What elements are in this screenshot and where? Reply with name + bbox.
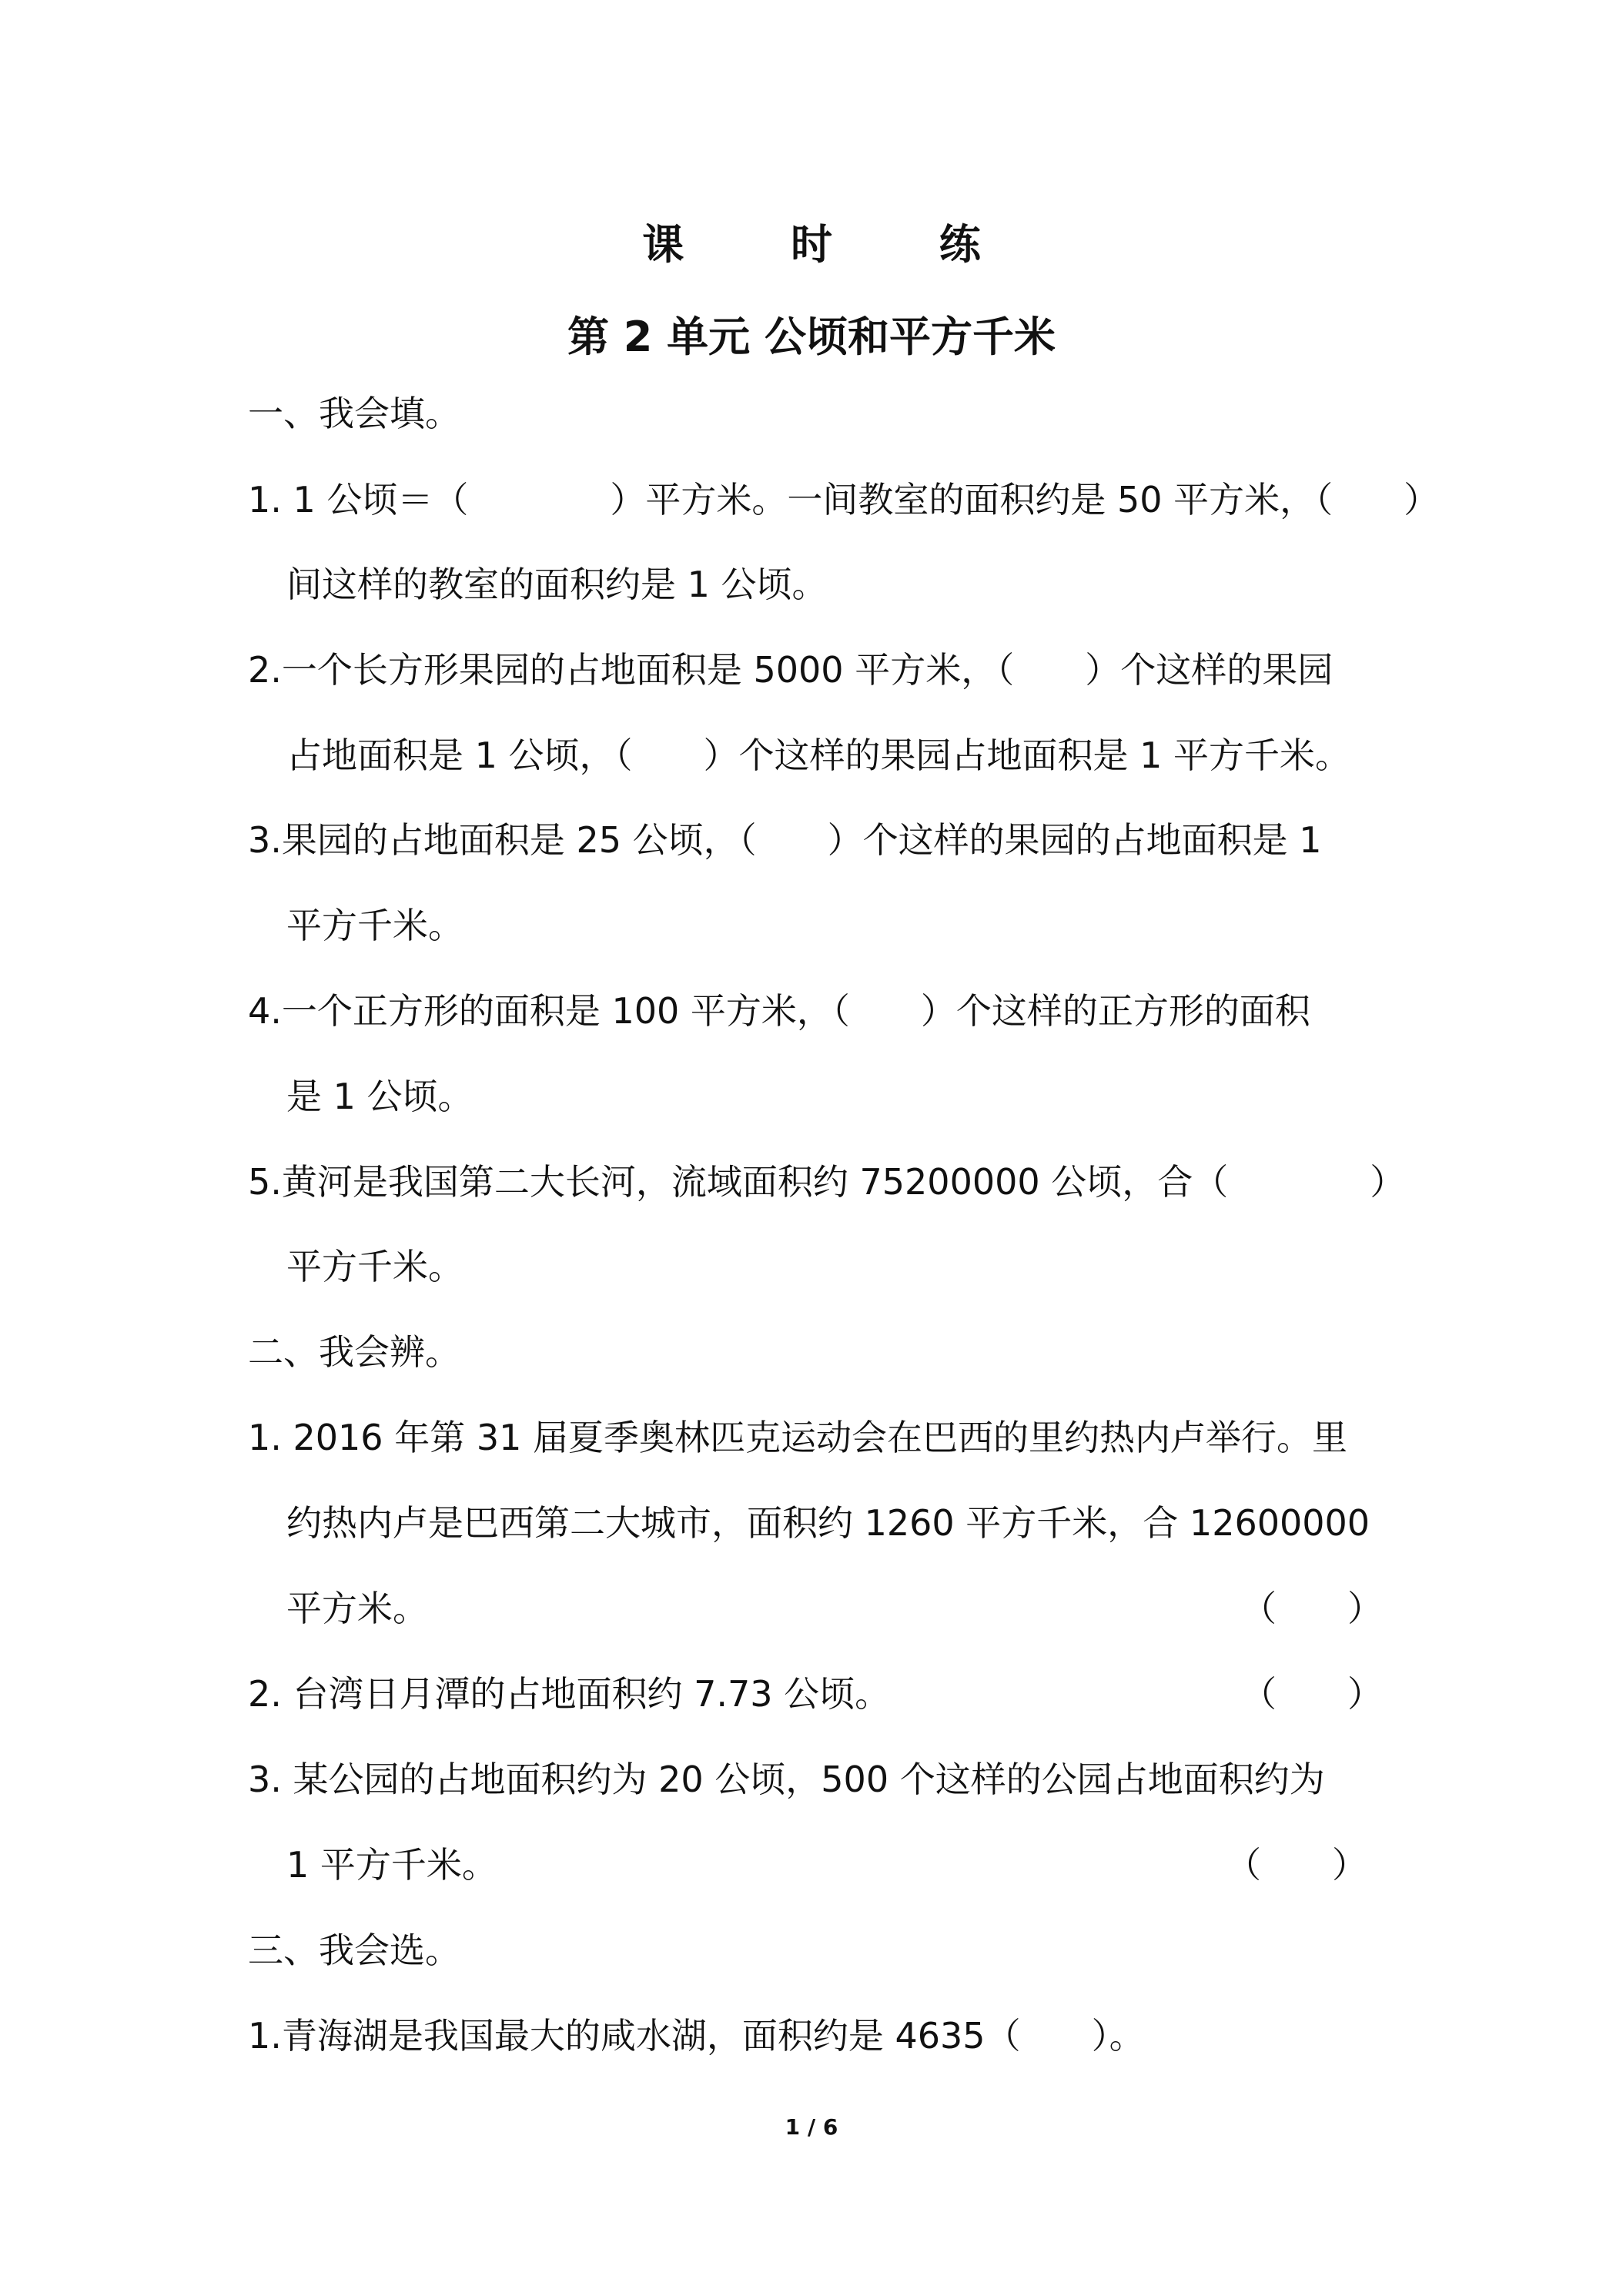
judge-answer-paren-2: （ ） [1241,1673,1383,1715]
section-heading-choose: 三、我会选。 [248,1930,460,1971]
choose-question-1: 1.青海湖是我国最大的咸水湖，面积约是 4635（ ）。 [248,2015,1145,2057]
judge-question-1-line-3: 平方米。 [286,1588,428,1629]
judge-question-3-line-1: 3. 某公园的占地面积约为 20 公顷，500 个这样的公园占地面积约为 [248,1759,1325,1800]
section-heading-fill: 一、我会填。 [248,393,460,434]
judge-question-1-line-2: 约热内卢是巴西第二大城市，面积约 1260 平方千米，合 12600000 [286,1502,1370,1544]
unit-title: 第 2 单元 公顷和平方千米 [567,313,1056,361]
judge-answer-paren-3: （ ） [1226,1844,1367,1886]
judge-question-2: 2. 台湾日月潭的占地面积约 7.73 公顷。 [248,1673,891,1715]
fill-question-1-line-2: 间这样的教室的面积约是 1 公顷。 [286,564,828,605]
page-number: 1 / 6 [785,2114,838,2140]
fill-question-3-line-2: 平方千米。 [286,905,463,946]
judge-answer-paren-1: （ ） [1241,1588,1383,1629]
fill-question-1-line-1: 1. 1 公顷＝（ ）平方米。一间教室的面积约是 50 平方米，（ ） [248,479,1440,520]
judge-question-3-line-2: 1 平方千米。 [286,1844,497,1886]
fill-question-3-line-1: 3.果园的占地面积是 25 公顷，（ ）个这样的果园的占地面积是 1 [248,819,1322,861]
fill-question-4-line-1: 4.一个正方形的面积是 100 平方米，（ ）个这样的正方形的面积 [248,990,1310,1032]
page-title: 课 时 练 [642,220,1027,269]
judge-question-1-line-1: 1. 2016 年第 31 届夏季奥林匹克运动会在巴西的里约热内卢举行。里 [248,1417,1347,1458]
fill-question-5-line-1: 5.黄河是我国第二大长河，流域面积约 75200000 公顷，合（ ） [248,1161,1406,1203]
section-heading-judge: 二、我会辨。 [248,1331,460,1373]
fill-question-5-line-2: 平方千米。 [286,1246,463,1287]
fill-question-4-line-2: 是 1 公顷。 [286,1076,474,1117]
fill-question-2-line-2: 占地面积是 1 公顷，（ ）个这样的果园占地面积是 1 平方千米。 [286,735,1351,776]
fill-question-2-line-1: 2.一个长方形果园的占地面积是 5000 平方米，（ ）个这样的果园 [248,649,1334,691]
